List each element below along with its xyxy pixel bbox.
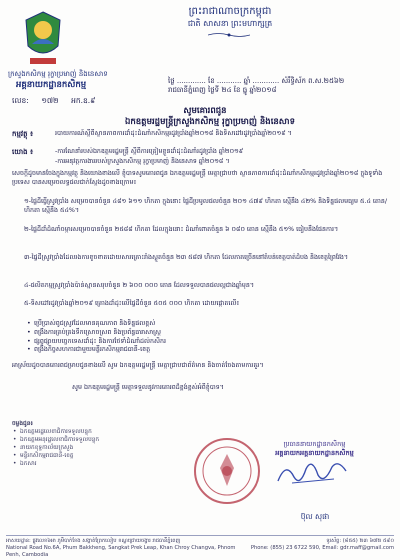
copy-recipients bbox=[12, 420, 182, 468]
letter-footer bbox=[6, 535, 394, 560]
reference-suffix: អក.ឧ.៩ bbox=[71, 96, 96, 105]
reference-label-2: យោង ៖ bbox=[12, 148, 34, 156]
footer-phone-kh: ទូរស័ព្ទ: (៨៥៥) ២៣ ៦៧២ ៥៩០ bbox=[326, 538, 394, 544]
body-paragraph-2: ២-ផ្ទៃដីដាំដំណាំចម្ការសម្រេចបានចំនួន ២៥៨៨ ហិកតា ដែលក្នុងនោះ ដំណាំពោតចំនួន ៦ ០៨០ តោន ស្មើនឹង ៥១% ធៀបនឹងផែនការ។ bbox=[24, 226, 339, 233]
closing-paragraph: អាស្រ័យដូចបានគោរពជម្រាបជូនខាងលើ សូម ឯកឧត្តមរដ្ឋមន្ត្រី មេត្តាជ្រាបជាព័ត៌មាន និងចាត់ចែងតាមការគួរ។ bbox=[12, 362, 264, 369]
footer-contact bbox=[246, 538, 394, 552]
footer-address-kh: អាសយដ្ឋាន: ផ្លូវលេខ៦អា ភូមិបាក់ខែង សង្កាត់ព្រែកលៀប ខណ្ឌជ្រោយចង្វារ រាជធានីភ្នំពេញ bbox=[6, 538, 181, 544]
body-paragraph-3: ៣-ផ្ទៃដីស្រូវប្រាំងដែលរងការខូចខាតដោយសារគ្រោះរាំងស្ងួតចំនួន ២៣ ៥៨៧ ហិកតា ដែលភាគច្រើននៅតំបន់ខេត្តបាត់ដំបង និងខេត្តព្រៃវែង។ bbox=[24, 254, 348, 261]
addressee-heading: សូមគោរពជូន bbox=[183, 106, 227, 116]
reference-number bbox=[12, 96, 162, 105]
reference-label: លេខ: bbox=[12, 96, 29, 105]
list-item: • មន្ទីរកសិកម្មរាជធានី-ខេត្ត bbox=[20, 452, 182, 460]
list-item: • នាយកខុទ្ទកាល័យក្រសួង bbox=[20, 444, 182, 452]
footer-address bbox=[6, 538, 236, 559]
department-name: អគ្គនាយកដ្ឋានកសិកម្ម bbox=[16, 80, 87, 90]
directive-list bbox=[34, 320, 390, 355]
signatory-title-line2: អគ្គនាយកអគ្គនាយកដ្ឋានកសិកម្ម bbox=[275, 448, 354, 457]
solar-date: រាជធានីភ្នំពេញ ថ្ងៃទី ២៤ ខែ ធ្នូ ឆ្នាំ២០១៨ bbox=[168, 86, 277, 94]
ornament-divider bbox=[208, 32, 250, 38]
closing-salutation: សូម ឯកឧត្តមរដ្ឋមន្ត្រី មេត្តាទទួលនូវការគោរពដ៏ខ្ពង់ខ្ពស់អំពីខ្ញុំបាទ។ bbox=[72, 384, 224, 391]
body-paragraph-1: ១-ផ្ទៃដីធ្វើស្រូវប្រាំង សម្រេចបានចំនួន ៤៨១ ៦១១ ហិកតា ក្នុងនោះ ផ្ទៃដីប្រមូលផលចំនួន ២០១ ៤៧៩ ហិកតា ស្មើនឹង ៤២% និងទិន្នផលមធ្យម ៥.៤ តោន/ហិកតា ស្មើនឹង ៥៤%។ bbox=[24, 198, 388, 214]
list-item: • ឯកឧត្តមអនុរដ្ឋលេខាធិការទទួលបន្ទុក bbox=[20, 436, 182, 444]
handwritten-signature bbox=[272, 455, 352, 491]
list-item: • ពង្រឹងកិច្ចសហការជាមួយមន្ទីរកសិកម្មរាជធានី-ខេត្ត bbox=[34, 346, 390, 355]
reference-text-1: -ការណែនាំរបស់ឯកឧត្តមរដ្ឋមន្ត្រី ស្តីពីការត្រៀមខ្លួនដាំដុះដំណាំរដូវប្រាំង ឆ្នាំ២០១៩ bbox=[55, 148, 244, 155]
body-paragraph-intro: សេចក្តីដូចមានចែងក្នុងកម្មវត្ថុ និងយោងខាងលើ ខ្ញុំបាទសូមគោរពជូន ឯកឧត្តមរដ្ឋមន្ត្រី មេត្តាជ្រាបថា ស្ថានភាពការដាំដុះដំណាំកសិកម្មរដូវប្រាំងឆ្នាំ២០១៨ ក្នុងទូទាំងប្រទេស បានសម្រេចលទ្ធផលជាក់ស្តែងដូចខាងក្រោម៖ bbox=[12, 170, 383, 186]
reference-text-2: -ការអនុវត្តការងាររបស់ក្រសួងកសិកម្ម រុក្ខាប្រមាញ់ និងនេសាទ ឆ្នាំ២០១៨ ។ bbox=[55, 158, 230, 165]
signatory-name: ប៊ុល សុផា bbox=[300, 512, 330, 521]
body-paragraph-5: ៥-ទិសដៅរដូវប្រាំងឆ្នាំ២០១៩ គ្រោងដាំដុះលើផ្ទៃដីចំនួន ៥០៥ ០០០ ហិកតា ដោយផ្តោតលើ៖ bbox=[24, 300, 240, 307]
lunar-date: ថ្ងៃ ............. ខែ ........... ឆ្នាំ ............ សំរឹទ្ធិស័ក ព.ស.២៥៦២ bbox=[168, 77, 345, 85]
subject-label: កម្មវត្ថុ ៖ bbox=[12, 130, 34, 138]
kingdom-heading: ព្រះរាជាណាចក្រកម្ពុជា bbox=[188, 6, 272, 17]
list-item: • ផ្សព្វផ្សាយបច្ចេកទេសដាំដុះ និងការថែទាំដំណាំដល់កសិករ bbox=[34, 338, 390, 347]
recipients-heading: ចម្លងជូន៖ bbox=[12, 421, 33, 427]
footer-contact-en: Phone: (855) 23 6722 590, Email: gdr.maff@gmail.com bbox=[250, 545, 394, 551]
ministry-name: ក្រសួងកសិកម្ម រុក្ខាប្រមាញ់ និងនេសាទ bbox=[8, 70, 108, 78]
addressee-title: ឯកឧត្តមរដ្ឋមន្ត្រីក្រសួងកសិកម្ម រុក្ខាប្រមាញ់ និងនេសាទ bbox=[125, 117, 295, 127]
footer-address-en: National Road No.6A, Phum Bakkheng, Sangkat Prek Leap, Khan Chroy Changva, Phnom Penh, Cambodia bbox=[6, 545, 236, 558]
ministry-logo bbox=[22, 10, 64, 68]
list-item: • ឯកឧត្តមរដ្ឋលេខាធិការទទួលបន្ទុក bbox=[20, 428, 182, 436]
subject-text: របាយការណ៍ស្តីពីស្ថានភាពការដាំដុះដំណាំកសិកម្មរដូវប្រាំងឆ្នាំ២០១៨ និងទិសដៅរដូវប្រាំងឆ្នាំ២០១៩ ។ bbox=[55, 130, 292, 137]
body-paragraph-4: ៤-ផលិតកម្មស្រូវប្រាំងប៉ាន់ស្មានសរុបចំនួន ២ ៦០០ ០០០ តោន ដែលទទួលបានផលល្អជាងឆ្នាំមុន។ bbox=[24, 282, 255, 289]
list-item: • ប្រើប្រាស់ពូជស្រូវដែលមានគុណភាព និងទិន្នផលខ្ពស់ bbox=[34, 320, 390, 329]
list-item: • ពង្រឹងការគ្រប់គ្រងទឹកស្រោចស្រព និងប្រព័ន្ធធារាសាស្ត្រ bbox=[34, 329, 390, 338]
list-item: • ឯកសារ bbox=[20, 460, 182, 468]
signatory-title-line1: ប្រធាននាយកដ្ឋានកសិកម្ម bbox=[283, 440, 346, 448]
reference-value: ១៧២ bbox=[41, 96, 59, 105]
national-motto: ជាតិ សាសនា ព្រះមហាក្សត្រ bbox=[187, 19, 273, 28]
